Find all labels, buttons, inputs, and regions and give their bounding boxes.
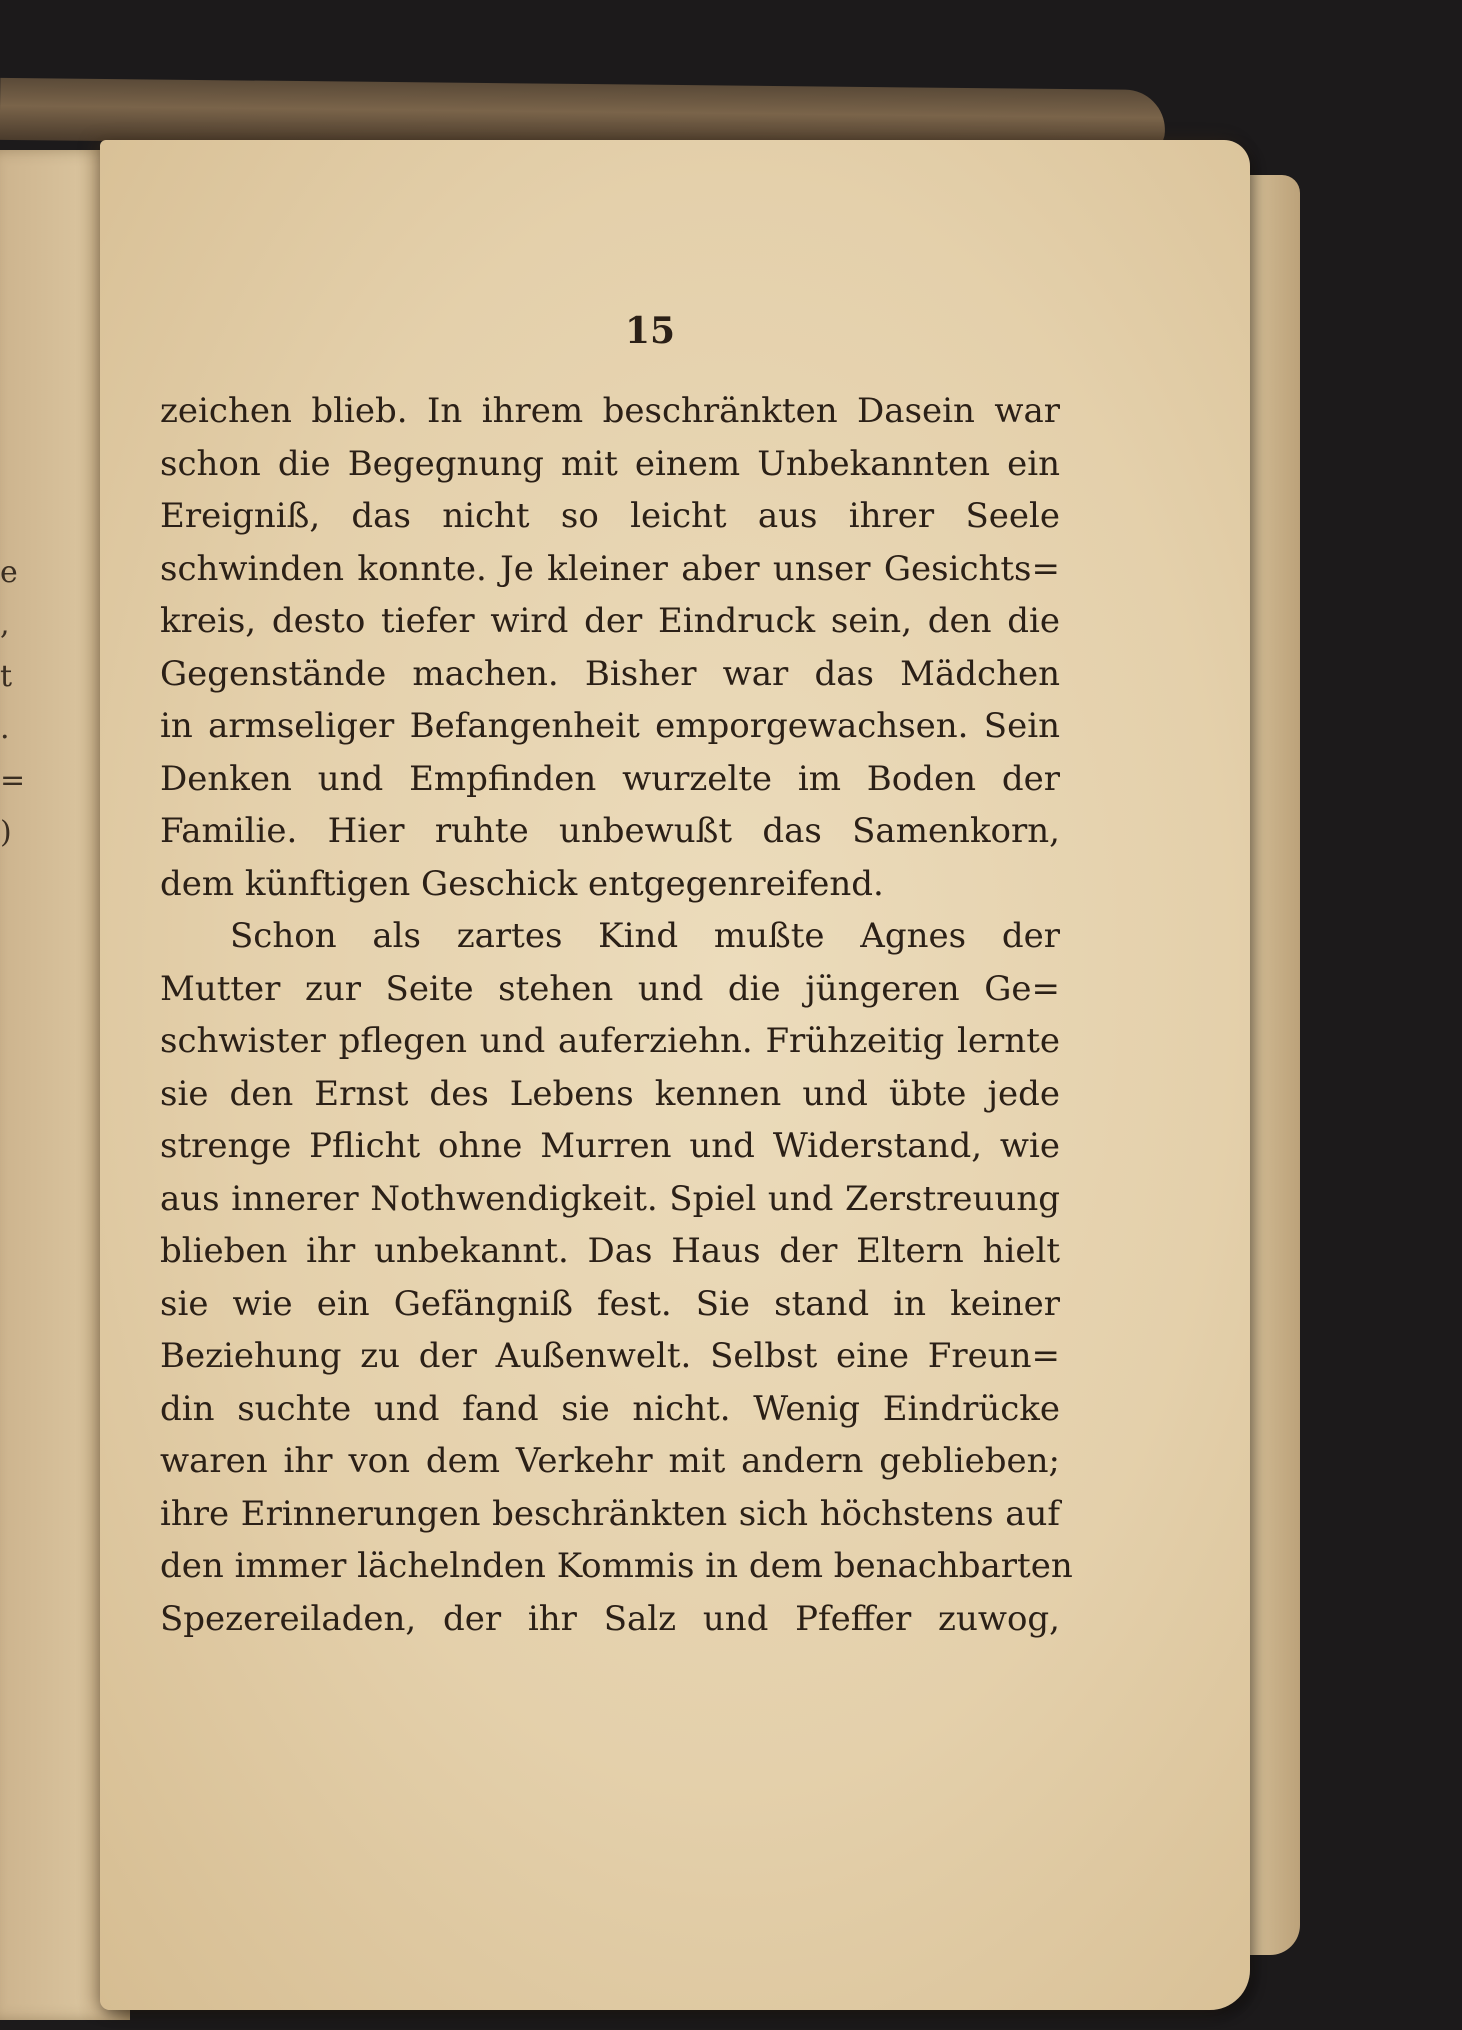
- page-number: 15: [624, 310, 676, 352]
- text-line: aus innerer Nothwendigkeit. Spiel und Zerstreuung: [160, 1178, 1060, 1219]
- body-text: [160, 385, 1073, 1645]
- left-page-fragment: e: [0, 555, 18, 590]
- text-line: Schon als zartes Kind mußte Agnes der: [230, 916, 1060, 956]
- text-line: den immer lächelnden Kommis in dem benachbarten: [160, 1546, 1073, 1586]
- text-line: Beziehung zu der Außenwelt. Selbst eine Freun=: [160, 1336, 1060, 1376]
- text-line: strenge Pflicht ohne Murren und Widerstand, wie: [160, 1126, 1060, 1166]
- text-line: ihre Erinnerungen beschränkten sich höchstens auf: [160, 1493, 1060, 1534]
- text-line: kreis, desto tiefer wird der Eindruck sein, den die: [160, 601, 1060, 641]
- text-line: Spezereiladen, der ihr Salz und Pfeffer zuwog,: [160, 1598, 1060, 1639]
- left-page-fragment: =: [0, 763, 26, 798]
- left-page-fragment: ,: [0, 607, 10, 642]
- text-line: waren ihr von dem Verkehr mit andern geblieben;: [160, 1441, 1060, 1481]
- text-line: blieben ihr unbekannt. Das Haus der Eltern hielt: [160, 1231, 1060, 1271]
- text-line: sie den Ernst des Lebens kennen und übte jede: [160, 1073, 1060, 1114]
- text-line: din suchte und fand sie nicht. Wenig Eindrücke: [160, 1388, 1060, 1429]
- text-line: in armseliger Befangenheit emporgewachsen. Sein: [160, 706, 1060, 746]
- left-page-fragment: t: [0, 659, 13, 694]
- text-line: Familie. Hier ruhte unbewußt das Samenkorn,: [160, 811, 1060, 851]
- text-line: schon die Begegnung mit einem Unbekannten ein: [160, 443, 1060, 484]
- text-line: Ereigniß, das nicht so leicht aus ihrer Seele: [160, 496, 1060, 536]
- text-line: sie wie ein Gefängniß fest. Sie stand in keiner: [160, 1283, 1060, 1324]
- text-line: schwinden konnte. Je kleiner aber unser Gesichts=: [160, 548, 1060, 589]
- text-line: Gegenstände machen. Bisher war das Mädchen: [160, 653, 1060, 694]
- right-page: [100, 140, 1250, 2010]
- left-page-fragment: .: [0, 711, 10, 746]
- text-line: dem künftigen Geschick entgegenreifend.: [160, 863, 884, 904]
- text-line: Mutter zur Seite stehen und die jüngeren Ge=: [160, 968, 1060, 1009]
- text-line: Denken und Empfinden wurzelte im Boden der: [160, 758, 1060, 799]
- left-page-fragment: ): [0, 815, 12, 850]
- text-line: schwister pflegen und auferziehn. Frühzeitig lernte: [160, 1021, 1060, 1061]
- text-line: zeichen blieb. In ihrem beschränkten Dasein war: [160, 391, 1060, 431]
